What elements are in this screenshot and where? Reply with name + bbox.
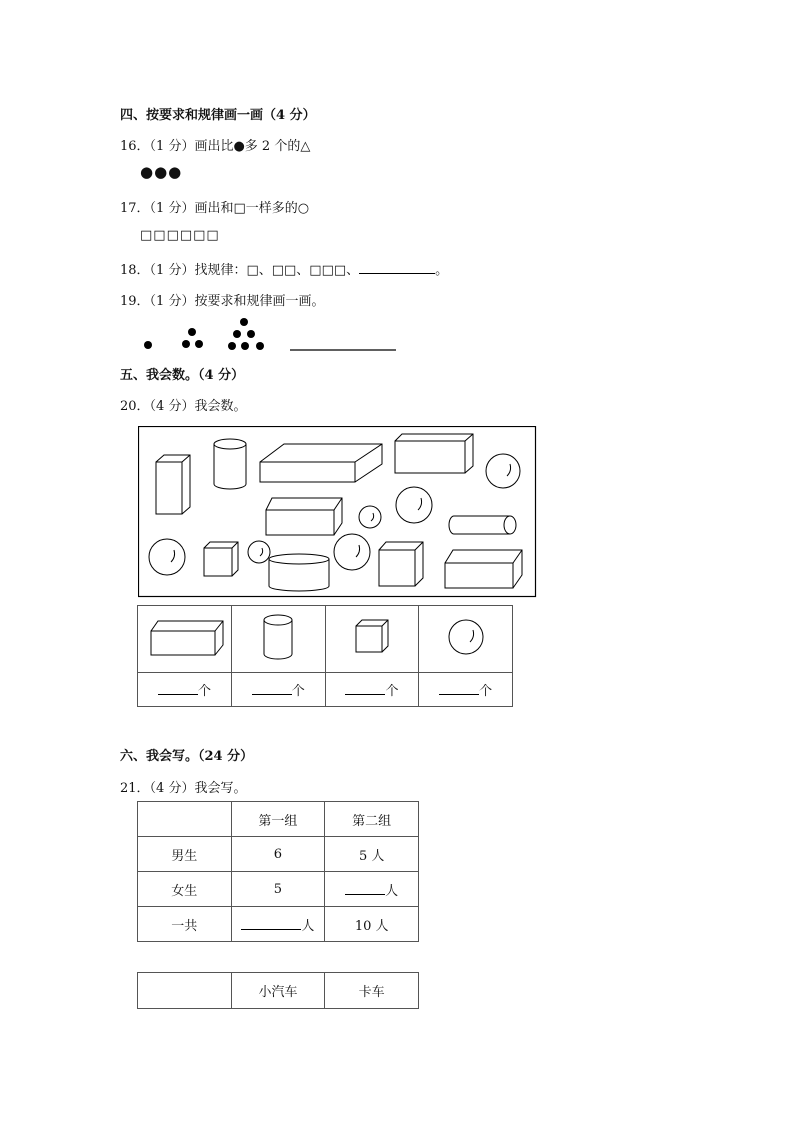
row-label-total: 一共: [138, 907, 232, 942]
q20-text: 20．（4 分）我会数。: [120, 399, 247, 414]
boys-group2: 5 人: [325, 837, 419, 872]
section6-heading: 六、我会写。（24 分）: [120, 749, 254, 764]
car-header: 小汽车: [231, 973, 325, 1009]
cylinder-icon: [258, 612, 298, 662]
q17-text: 17．（1 分）画出和□一样多的○: [120, 201, 310, 216]
q16-dots: ●●●: [140, 163, 183, 181]
shapes-picture: [138, 426, 538, 598]
cuboid-count[interactable]: 个: [138, 673, 232, 707]
q21-text: 21．（4 分）我会写。: [120, 781, 247, 796]
group1-header: 第一组: [231, 802, 325, 837]
count-table: [137, 605, 513, 707]
cylinder-cell: [231, 606, 325, 673]
cuboid-icon: [144, 615, 224, 660]
vehicle-table-corner: [138, 973, 232, 1009]
total-group1-blank[interactable]: 人: [231, 907, 325, 942]
vehicle-table: [137, 972, 419, 1009]
q16-text: 16．（1 分）画出比●多 2 个的△: [120, 139, 311, 154]
q18-sequence: □、□□、□□□、: [246, 263, 360, 278]
cube-cell: [325, 606, 419, 673]
total-group2: 10 人: [325, 907, 419, 942]
q17-squares: □□□□□□: [140, 228, 220, 243]
group-table: [137, 801, 419, 942]
girls-group2-blank[interactable]: 人: [325, 872, 419, 907]
cube-count[interactable]: 个: [325, 673, 419, 707]
q18-end: 。: [435, 263, 449, 278]
truck-header: 卡车: [325, 973, 419, 1009]
group2-header: 第二组: [325, 802, 419, 837]
cylinder-count[interactable]: 个: [231, 673, 325, 707]
cuboid-cell: [138, 606, 232, 673]
group-table-corner: [138, 802, 232, 837]
q18-row: [120, 259, 448, 278]
cube-icon: [352, 616, 392, 658]
row-label-girls: 女生: [138, 872, 232, 907]
q18-answer-blank[interactable]: [359, 273, 435, 274]
q19-text: 19．（1 分）按要求和规律画一画。: [120, 294, 325, 309]
section4-heading: 四、按要求和规律画一画（4 分）: [120, 108, 316, 123]
boys-group1: 6: [231, 837, 325, 872]
section5-heading: 五、我会数。（4 分）: [120, 368, 245, 383]
sphere-cell: [419, 606, 513, 673]
sphere-count[interactable]: 个: [419, 673, 513, 707]
girls-group1: 5: [231, 872, 325, 907]
sphere-icon: [446, 616, 486, 658]
row-label-boys: 男生: [138, 837, 232, 872]
q18-prefix: 18．（1 分）找规律：: [120, 263, 247, 278]
q19-dot-pattern: [130, 312, 410, 357]
